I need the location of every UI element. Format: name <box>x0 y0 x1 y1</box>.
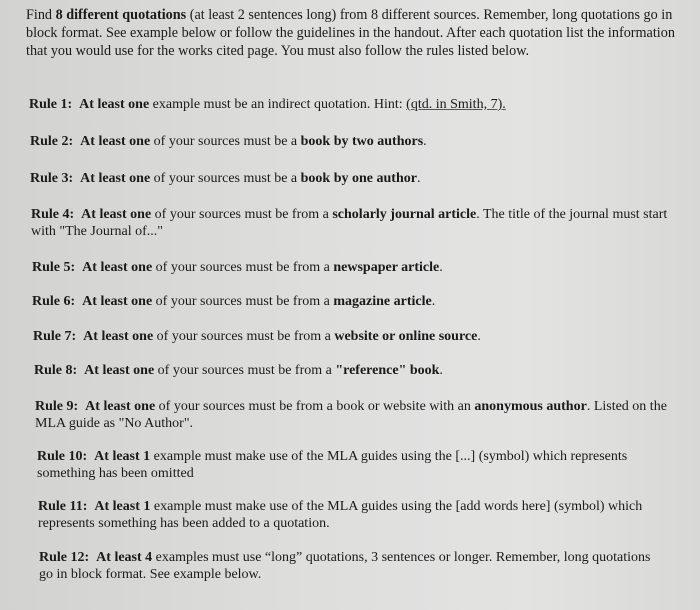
rule-bold-term: "reference" book <box>335 363 440 378</box>
intro-paragraph <box>26 6 694 61</box>
rule-label: Rule 6: <box>32 294 76 309</box>
rule-12 <box>39 550 664 583</box>
rule-10 <box>37 449 682 482</box>
rule-label: Rule 3: <box>30 171 74 186</box>
rule-7 <box>33 329 683 346</box>
rule-text: of your sources must be from a <box>152 260 334 275</box>
rule-hint: (qtd. in Smith, 7). <box>406 97 506 112</box>
rule-label: Rule 2: <box>30 134 74 149</box>
rule-text: examples must use “long” quotations, 3 sentences or longer. Remember, long quotations go in block format. See example below. <box>39 550 651 582</box>
rule-text-end: . Listed on the MLA guide as "No Author". <box>35 399 667 431</box>
rule-8 <box>34 363 684 380</box>
rule-9 <box>35 399 685 432</box>
rule-bold: At least one <box>81 207 152 222</box>
rule-label: Rule 5: <box>32 260 76 275</box>
rule-label: Rule 7: <box>33 329 77 344</box>
rule-text: example must make use of the MLA guides using the [add words here] (symbol) which represents something has been added to a quotation. <box>38 499 643 531</box>
rule-bold: At least one <box>82 294 153 309</box>
rule-text-end: . <box>477 329 481 344</box>
intro-bold: 8 different quotations <box>55 7 187 23</box>
rule-text: of your sources must be from a book or website with an <box>155 399 475 414</box>
rule-bold: At least one <box>85 399 156 414</box>
rule-bold-term: book by two authors <box>300 134 424 149</box>
rule-text: of your sources must be a <box>150 134 301 149</box>
rule-label: Rule 4: <box>31 207 75 222</box>
rule-label: Rule 8: <box>34 363 78 378</box>
rule-bold: At least one <box>80 134 151 149</box>
rule-label: Rule 12: <box>39 550 90 565</box>
rule-text: of your sources must be from a <box>153 329 335 344</box>
rule-bold: At least one <box>79 97 150 112</box>
rule-text: example must be an indirect quotation. Hint: <box>149 97 407 112</box>
rule-label: Rule 1: <box>29 97 73 112</box>
rule-5 <box>32 260 682 277</box>
rule-text: of your sources must be from a <box>152 294 334 309</box>
rule-bold: At least one <box>80 171 151 186</box>
rule-11 <box>38 499 678 532</box>
rule-text-end: . <box>439 363 443 378</box>
rule-text-end: . <box>416 171 421 186</box>
rule-text: example must make use of the MLA guides using the [...] (symbol) which represents something has been omitted <box>37 449 628 481</box>
rule-text-end: . <box>431 294 436 309</box>
rule-label: Rule 10: <box>37 449 88 464</box>
rule-1 <box>29 97 679 114</box>
rule-bold: At least one <box>83 329 154 344</box>
rule-bold: At least one <box>84 363 155 378</box>
rule-text: of your sources must be a <box>150 171 301 186</box>
rule-bold-term: newspaper article <box>333 260 440 275</box>
rule-bold: At least 4 <box>96 550 153 565</box>
rule-4 <box>31 207 679 240</box>
rule-label: Rule 11: <box>38 499 88 514</box>
rule-bold-term: anonymous author <box>474 399 587 414</box>
rule-text: of your sources must be from a <box>151 207 333 222</box>
rule-bold: At least one <box>82 260 153 275</box>
rule-text-end: . <box>423 134 427 149</box>
rule-text: of your sources must be from a <box>154 363 336 378</box>
rule-6 <box>32 294 682 311</box>
rule-text-end: . The title of the journal must start with "The Journal of..." <box>31 207 668 239</box>
intro-text-rest: (at least 2 sentences long) from 8 different sources. Remember, long quotations go in block format. See example below or follow the guidelines in the handout. After each quotation list the information that you would use for the works cited page. You must also follow the rules listed below. <box>26 7 675 60</box>
intro-text-start: Find <box>26 7 56 23</box>
rule-label: Rule 9: <box>35 399 79 414</box>
rule-text-end: . <box>439 260 443 275</box>
rule-bold-term: book by one author <box>300 171 417 186</box>
rule-bold-term: magazine article <box>333 294 432 309</box>
rule-bold-term: website or online source <box>334 329 478 344</box>
rule-bold-term: scholarly journal article <box>332 207 477 222</box>
rule-bold: At least 1 <box>94 449 151 464</box>
rule-bold: At least 1 <box>94 499 151 514</box>
rule-2 <box>30 134 680 151</box>
rule-3 <box>30 171 680 188</box>
